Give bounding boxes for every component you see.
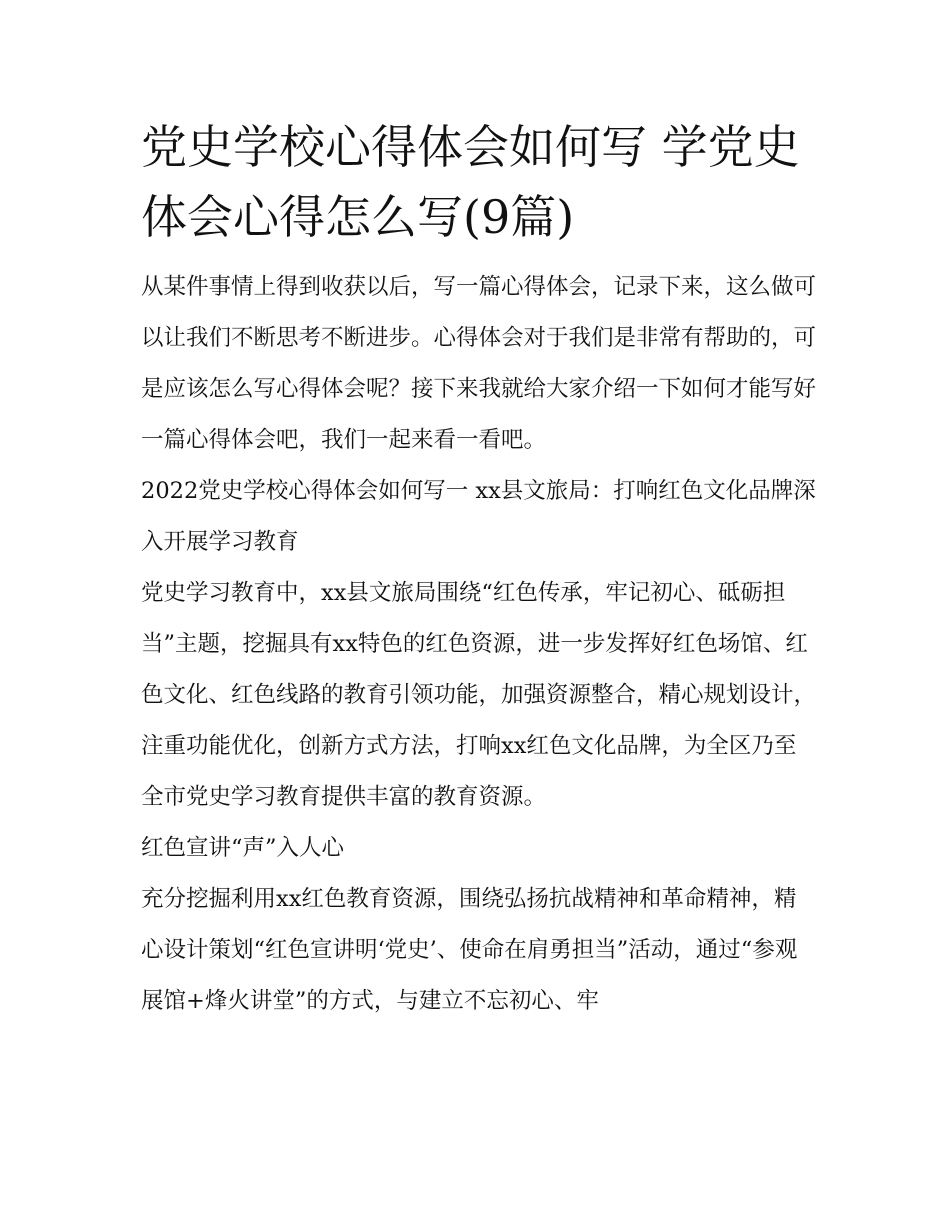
intro-paragraph: 从某件事情上得到收获以后，写一篇心得体会，记录下来，这么做可以让我们不断思考不断进步。心得体会对于我们是非常有帮助的，可是应该怎么写心得体会呢？接下来我就给大家介绍一下如何才能写好一篇心得体会吧，我们一起来看一看吧。 [141,274,817,453]
subheading: 红色宣讲“声”入人心 [141,835,345,861]
section-heading: 2022党史学校心得体会如何写一 xx县文旅局：打响红色文化品牌深入开展学习教育 [141,478,816,555]
document-body [141,112,817,1027]
body-paragraph-truncated: 充分挖掘利用xx红色教育资源，围绕弘扬抗战精神和革命精神，精心设计策划“红色宣讲明‘党史’、使命在肩勇担当”活动，通过“参观展馆+烽火讲堂”的方式，与建立不忘初心、牢 [141,886,798,1014]
body-paragraph: 党史学习教育中，xx县文旅局围绕“红色传承，牢记初心、砥砺担当”主题，挖掘具有xx特色的红色资源，进一步发挥好红色场馆、红色文化、红色线路的教育引领功能，加强资源整合，精心规划设计，注重功能优化，创新方式方法，打响xx红色文化品牌，为全区乃至全市党史学习教育提供丰富的教育资源。 [141,580,817,810]
document-title: 党史学校心得体会如何写 学党史体会心得怎么写(9篇) [141,120,800,244]
